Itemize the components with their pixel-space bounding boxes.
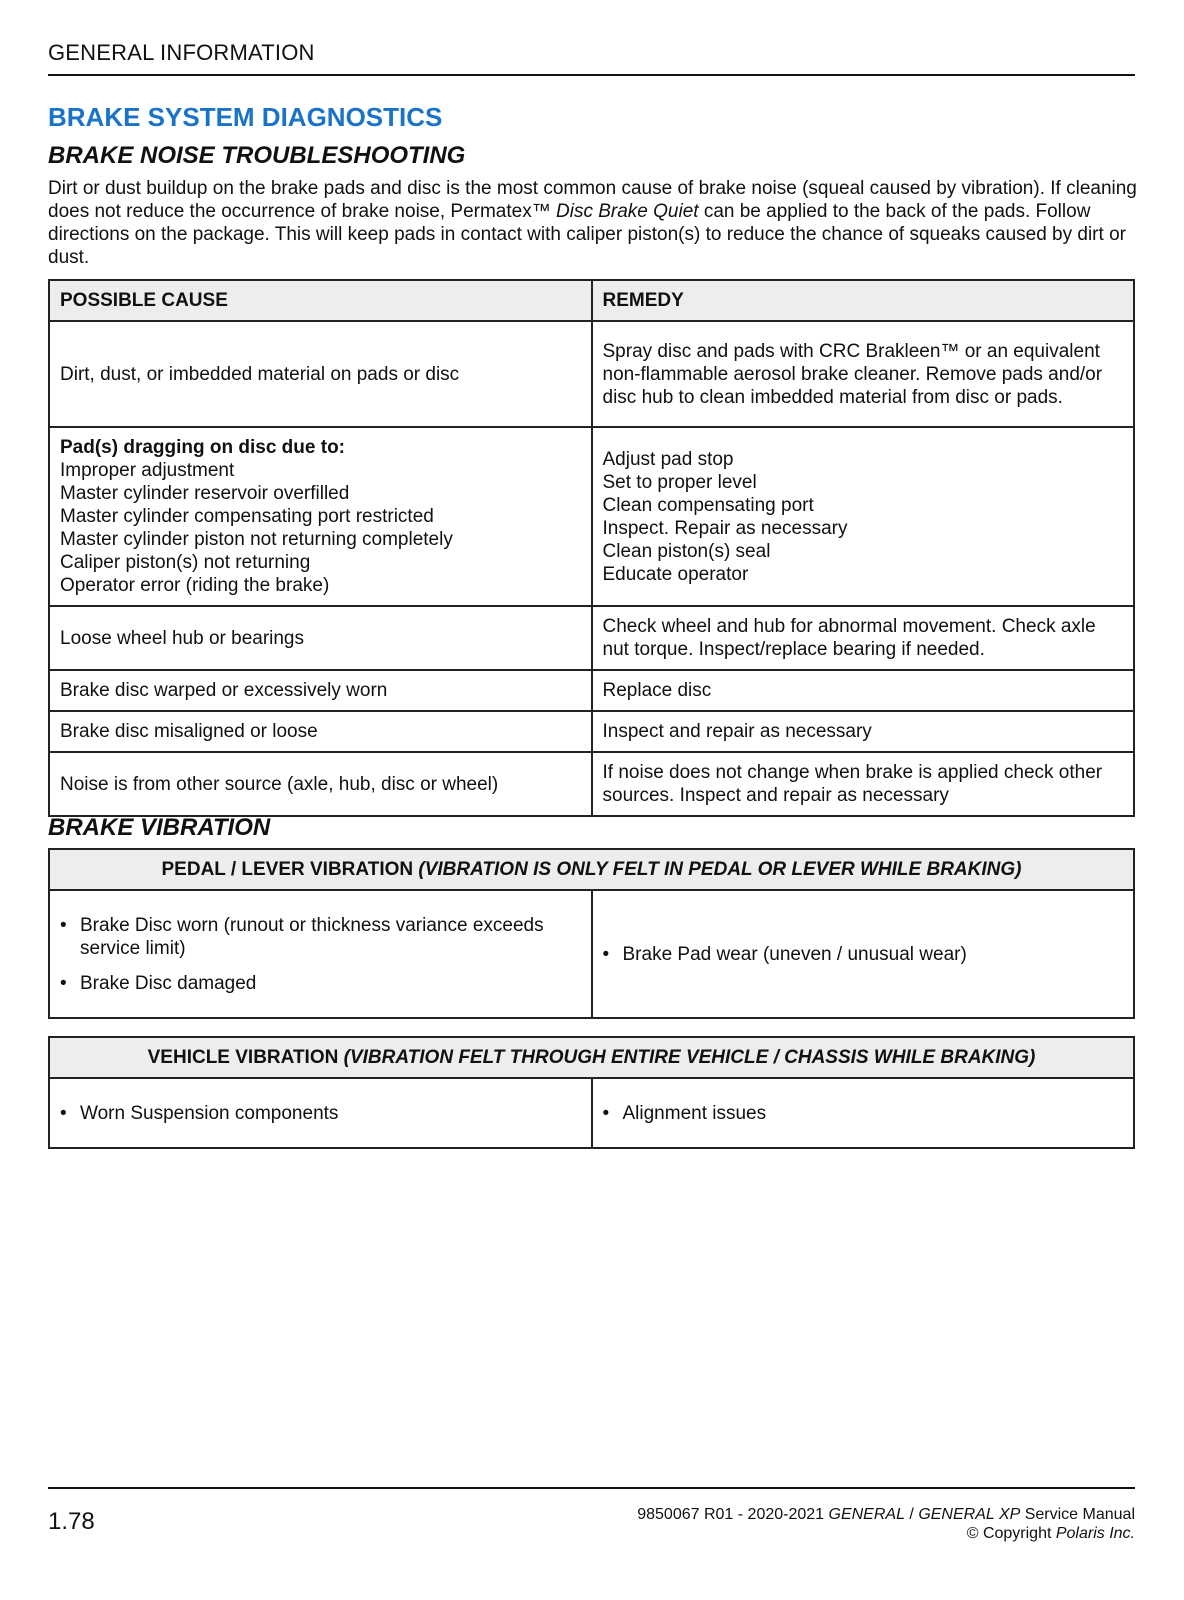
list-item: • Brake Pad wear (uneven / unusual wear) (603, 943, 1124, 966)
remedy-line: Educate operator (602, 563, 749, 585)
table-header-row (49, 1037, 1134, 1078)
noise-intro (48, 177, 1138, 269)
remedy-cell (592, 427, 1135, 606)
remedy-line: Inspect. Repair as necessary (602, 517, 848, 539)
list-item: • Brake Disc damaged (60, 972, 581, 995)
header-bold: PEDAL / LEVER VIBRATION (161, 859, 419, 880)
intro-text-2: can be applied to the back of the pads. Follow directions on the package. This will keep pads in contact with caliper piston(s) to reduce the chance of squeaks caused by dirt or dust. (48, 201, 1126, 268)
table-row (49, 1078, 1134, 1148)
remedy-cell: Inspect and repair as necessary (592, 711, 1135, 752)
list-item: • Brake Disc worn (runout or thickness variance exceeds service limit) (60, 914, 581, 960)
cause-line: Operator error (riding the brake) (60, 575, 330, 596)
cause-heading: Pad(s) dragging on disc due to: (60, 437, 345, 458)
intro-product-name: Disc Brake Quiet (556, 201, 699, 222)
page-number: 1.78 (48, 1508, 95, 1535)
table-row (49, 752, 1134, 816)
list-item: • Alignment issues (603, 1102, 1124, 1125)
header-italic: (VIBRATION FELT THROUGH ENTIRE VEHICLE / CHASSIS WHILE BRAKING) (343, 1047, 1036, 1068)
remedy-cell: Check wheel and hub for abnormal movement. Check axle nut torque. Inspect/replace bearing if needed. (592, 606, 1135, 670)
model-name: GENERAL (828, 1506, 905, 1523)
cause-line: Master cylinder compensating port restricted (60, 506, 434, 527)
table-row (49, 606, 1134, 670)
model-name: GENERAL XP (918, 1506, 1021, 1523)
footer-rule (48, 1487, 1135, 1489)
table-row (49, 890, 1134, 1018)
cause-line: Caliper piston(s) not returning (60, 552, 311, 573)
vehicle-vibration-table (48, 1036, 1135, 1149)
vehicle-right-cell (592, 1078, 1135, 1148)
section-title: BRAKE SYSTEM DIAGNOSTICS (48, 102, 443, 132)
list-item: • Worn Suspension components (60, 1102, 581, 1125)
remedy-line: Set to proper level (602, 471, 757, 493)
cause-cell: Brake disc misaligned or loose (49, 711, 592, 752)
cause-cell (49, 427, 592, 606)
vibration-title: BRAKE VIBRATION (48, 814, 271, 841)
table-row (49, 321, 1134, 427)
bullet-list (603, 1102, 1124, 1125)
remedy-header: REMEDY (592, 280, 1135, 321)
copyright-line (637, 1524, 1135, 1543)
model-separator: / (904, 1506, 919, 1523)
vehicle-vibration-header (49, 1037, 1134, 1078)
remedy-cell: If noise does not change when brake is applied check other sources. Inspect and repair as necessary (592, 752, 1135, 816)
cause-cell: Brake disc warped or excessively worn (49, 670, 592, 711)
remedy-cell: Spray disc and pads with CRC Brakleen™ or an equivalent non-flammable aerosol brake cleaner. Remove pads and/or disc hub to clean imbedded material from disc or pads. (592, 321, 1135, 427)
cause-line: Master cylinder piston not returning completely (60, 529, 453, 550)
cause-header: POSSIBLE CAUSE (49, 280, 592, 321)
cause-cell: Noise is from other source (axle, hub, disc or wheel) (49, 752, 592, 816)
pedal-left-cell (49, 890, 592, 1018)
cause-cell: Loose wheel hub or bearings (49, 606, 592, 670)
remedy-line: Clean piston(s) seal (602, 540, 771, 562)
cause-line: Master cylinder reservoir overfilled (60, 483, 350, 504)
intro-text-1: Dirt or dust buildup on the brake pads and disc is the most common cause of brake noise (squeal caused by vibration). If cleaning does not reduce the occurrence of brake noise, Permatex™ (48, 178, 1137, 222)
table-header-row (49, 280, 1134, 321)
bullet-list (60, 914, 581, 995)
pedal-right-cell (592, 890, 1135, 1018)
cause-cell: Dirt, dust, or imbedded material on pads or disc (49, 321, 592, 427)
copyright-prefix: © Copyright (966, 1525, 1056, 1542)
header-rule (48, 74, 1135, 76)
bullet-list (60, 1102, 581, 1125)
table-row (49, 711, 1134, 752)
remedy-line: Adjust pad stop (602, 448, 734, 470)
manual-suffix: Service Manual (1020, 1506, 1135, 1523)
copyright-name: Polaris Inc. (1055, 1525, 1135, 1542)
header-italic: (VIBRATION IS ONLY FELT IN PEDAL OR LEVER WHILE BRAKING) (418, 859, 1022, 880)
cause-line: Improper adjustment (60, 460, 235, 481)
table-header-row (49, 849, 1134, 890)
vehicle-left-cell (49, 1078, 592, 1148)
manual-page (48, 0, 1135, 1600)
manual-title-line (637, 1505, 1135, 1524)
bullet-list (603, 943, 1124, 966)
remedy-cell: Replace disc (592, 670, 1135, 711)
noise-title: BRAKE NOISE TROUBLESHOOTING (48, 142, 466, 169)
pedal-vibration-header (49, 849, 1134, 890)
footer-manual-info (637, 1505, 1135, 1543)
table-row (49, 670, 1134, 711)
header-bold: VEHICLE VIBRATION (147, 1047, 344, 1068)
remedy-line: Clean compensating port (602, 494, 814, 516)
table-row (49, 427, 1134, 606)
running-header: GENERAL INFORMATION (48, 40, 315, 65)
manual-prefix: 9850067 R01 - 2020-2021 (637, 1506, 829, 1523)
pedal-vibration-table (48, 848, 1135, 1019)
noise-table (48, 279, 1135, 817)
